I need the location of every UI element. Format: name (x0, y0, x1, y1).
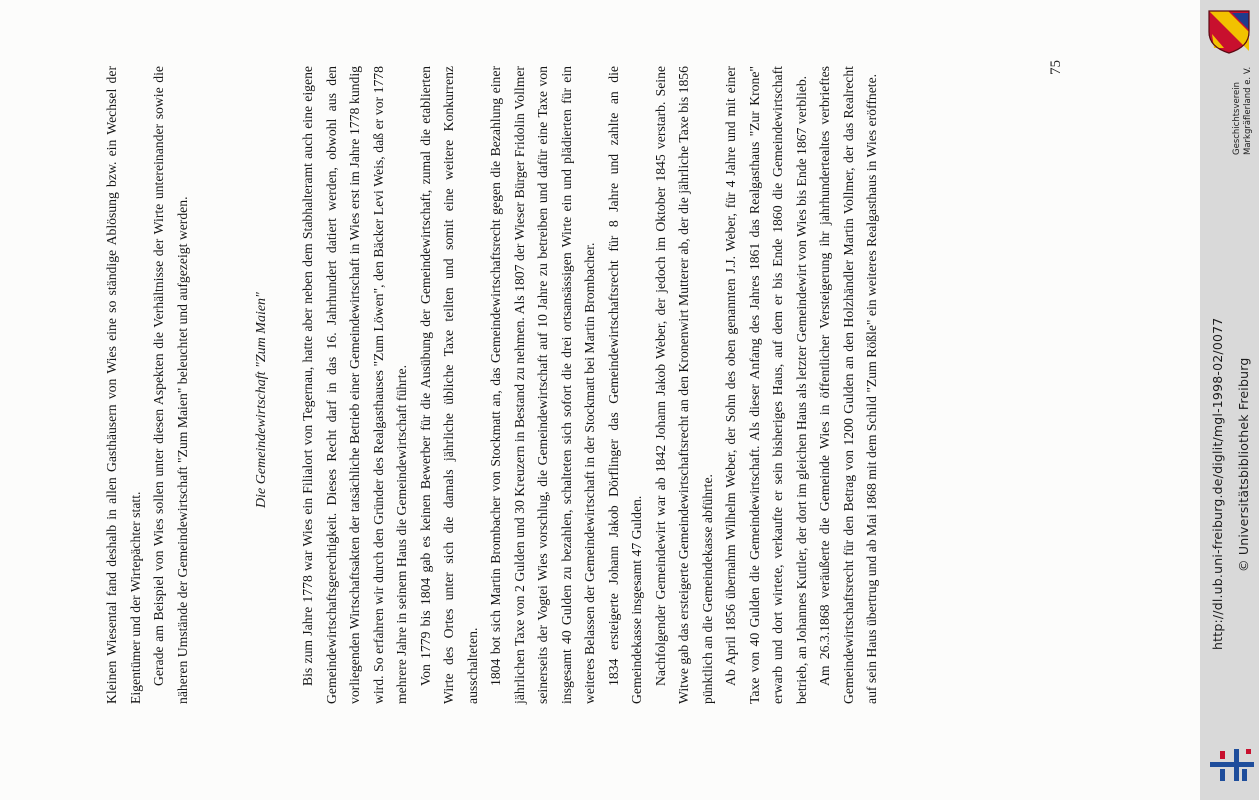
rotated-sidebar-content (1200, 0, 1259, 800)
body-paragraph: Bis zum Jahre 1778 war Wies ein Filialort von Tegernau, hatte aber neben dem Stabhalteramt auch eine eigene Gemeindewirtschaftsgerechtigkeit. Dieses Recht darf in das 16. Jahrhundert datiert werden, obwohl aus den vorliegenden Wirtschaftsakten der tatsächliche Betrieb einer Gemeindewirtschaft in Wies erst im Jahre 1778 kundig wird. So erfahren wir durch den Gründer des Realgasthauses "Zum Löwen", den Bäcker Levi Weis, daß er vor 1778 mehrere Jahre in seinem Haus die Gemeindewirtschaft führte. (300, 66, 409, 704)
publisher-name-line2: Markgräflerland e. V. (1243, 66, 1253, 155)
intro-text (100, 66, 194, 704)
section-heading: Die Gemeindewirtschaft "Zum Maien" (254, 292, 269, 508)
body-paragraph: 1834 ersteigerte Johann Jakob Dörflinger das Gemeindewirtschaftsrecht für 8 Jahre und zahlte an die Gemeindekasse insgesamt 47 Gulden. (605, 66, 644, 704)
copyright-notice: © Universitätsbibliothek Freiburg (1236, 357, 1251, 572)
ub-freiburg-logo-icon[interactable] (1210, 745, 1254, 785)
permalink-url[interactable]: http://dl.ub.uni-freiburg.de/diglit/mgl-1998-02/0077 (1210, 317, 1225, 650)
body-paragraph: Ab April 1856 übernahm Wilhelm Weber, der Sohn des oben genannten J.J. Weber, für 4 Jahre und mit einer Taxe von 40 Gulden die Gemeindewirtschaft. Als dieser Anfang des Jahres 1861 das Realgasthaus "Zur Krone" erwarb und dort wirtete, verkaufte er sein bisheriges Haus, auf dem er bis Ende 1860 die Gemeindewirtschaft betrieb, an Johannes Kuttler, der dort im gleichen Haus als letzter Gemeindewirt von Wies bis Ende 1867 verblieb. (723, 66, 809, 704)
intro-paragraph: Kleinen Wiesental fand deshalb in allen Gasthäusern von Wies eine so ständige Ablösung bzw. ein Wechsel der Eigentümer und der Wirtepächter statt. (104, 66, 143, 704)
page-number: 75 (1048, 60, 1064, 75)
body-paragraph: 1804 bot sich Martin Brombacher von Stockmatt an, das Gemeindewirtschaftsrecht gegen die Bezahlung einer jährlichen Taxe von 2 Gulden und 30 Kreuzern in Bestand zu nehmen. Als 1807 der Wieser Bürger Fridolin Vollmer seinerseits der Vogtei Wies vorschlug, die Gemeindewirtschaft auf 10 Jahre zu betreiben und dafür eine Taxe von insgesamt 40 Gulden zu bezahlen, schalteten sich sofort die drei ortsansässigen Wirte ein und plädierten für ein weiteres Belassen der Gemeindewirtschaft in der Stockmatt bei Martin Brombacher. (488, 66, 597, 704)
intro-paragraph: Gerade am Beispiel von Wies sollen unter diesen Aspekten die Verhältnisse der Wirte untereinander sowie die näheren Umstände der Gemeindewirtschaft "Zum Maien" beleuchtet und aufgezeigt werden. (151, 66, 190, 704)
body-paragraph: Nachfolgender Gemeindewirt war ab 1842 Johann Jakob Weber, der jedoch im Oktober 1845 verstarb. Seine Witwe gab das ersteigerte Gemeindewirtschaftsrecht an den Kronenwirt Mutterer ab, der die jährliche Taxe bis 1856 pünktlich an die Gemeindekasse abführte. (652, 66, 715, 704)
coat-of-arms-icon (1206, 8, 1252, 54)
body-paragraph: Am 26.3.1868 veräußerte die Gemeinde Wies in öffentlicher Versteigerung ihr jahrhundertealtes verbrieftes Gemeindewirtschaftsrecht für den Betrag von 1200 Gulden an den Holzhändler Martin Vollmer, der das Realrecht auf sein Haus übertrug und ab Mai 1868 mit dem Schild "Zum Rößle" ein weiteres Realgasthaus in Wies eröffnete. (817, 66, 879, 704)
publisher-name-line1: Geschichtsverein (1232, 81, 1242, 155)
library-sidebar (1200, 0, 1259, 800)
body-text (296, 66, 884, 704)
body-paragraph: Von 1779 bis 1804 gab es keinen Bewerber für die Ausübung der Gemeindewirtschaft, zumal die etablierten Wirte des Ortes unter sich die damals jährliche übliche Taxe teilten und somit eine weitere Konkurrenz ausschalteten. (417, 66, 480, 704)
